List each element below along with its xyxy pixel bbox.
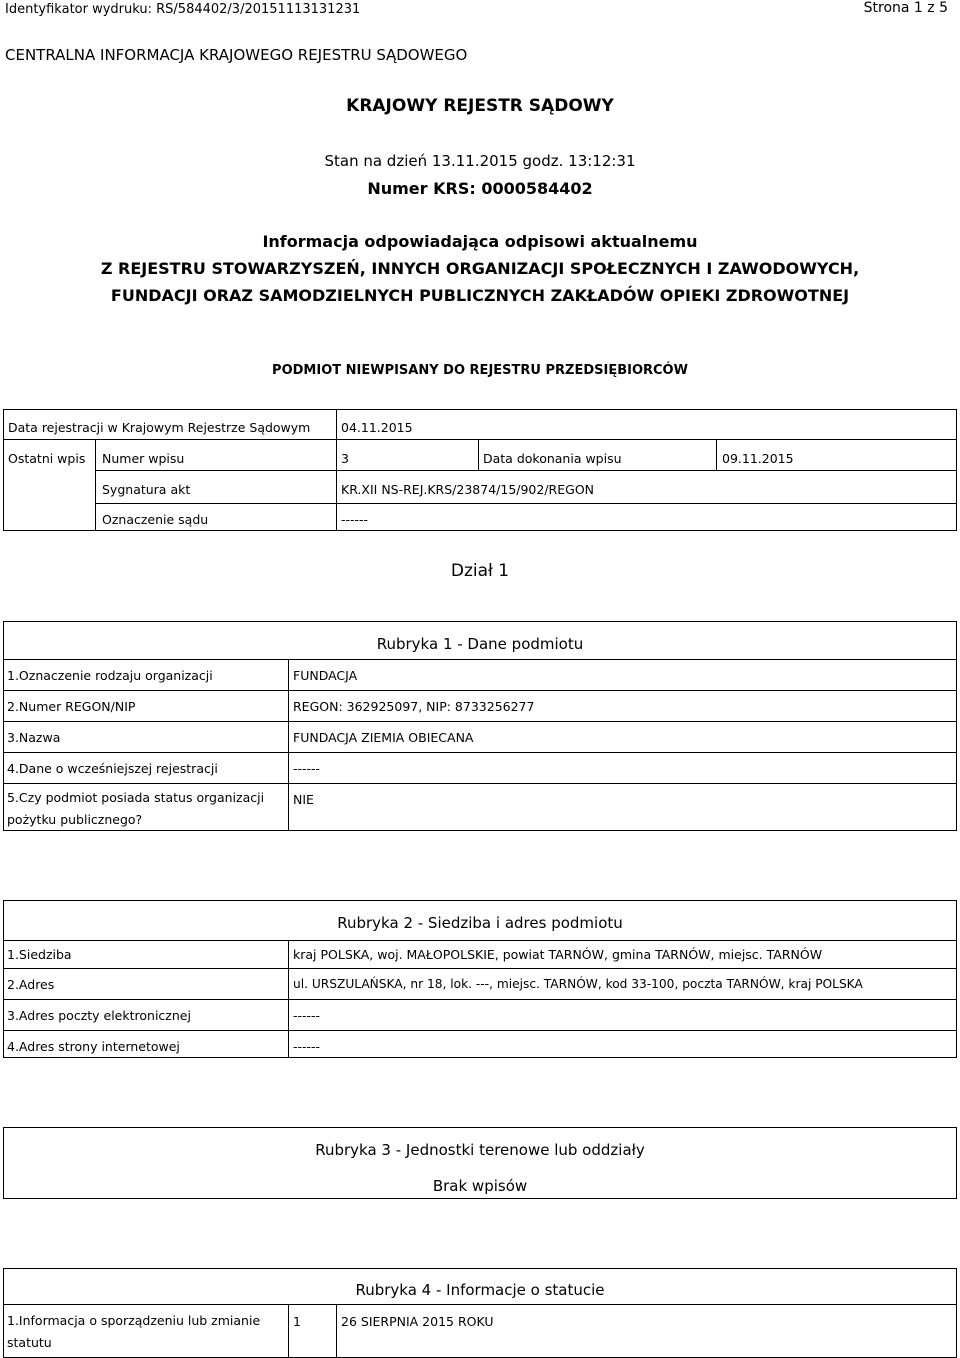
registry-title: KRAJOWY REJESTR SĄDOWY — [346, 96, 614, 116]
last-entry-label: Ostatni wpis — [8, 451, 86, 466]
r1-value-4: ------ — [293, 761, 321, 776]
registration-date-value: 04.11.2015 — [341, 420, 413, 435]
registration-date-label: Data rejestracji w Krajowym Rejestrze Sądowym — [8, 420, 311, 435]
entry-date-label: Data dokonania wpisu — [483, 451, 622, 466]
r1-label-5: 5.Czy podmiot posiada status organizacji pożytku publicznego? — [7, 790, 265, 827]
r1-value-3: FUNDACJA ZIEMIA OBIECANA — [293, 730, 474, 745]
r4-label-1: 1.Informacja o sporządzeniu lub zmianie statutu — [7, 1313, 261, 1350]
state-date: Stan na dzień 13.11.2015 godz. 13:12:31 — [324, 152, 636, 170]
r2-label-4: 4.Adres strony internetowej — [7, 1039, 180, 1054]
r4-value-1: 26 SIERPNIA 2015 ROKU — [341, 1314, 494, 1329]
info-line-3: FUNDACJI ORAZ SAMODZIELNYCH PUBLICZNYCH ZAKŁADÓW OPIEKI ZDROWOTNEJ — [110, 286, 850, 305]
r1-value-5: NIE — [293, 792, 314, 807]
r1-label-2: 2.Numer REGON/NIP — [7, 699, 136, 714]
r2-label-1: 1.Siedziba — [7, 947, 72, 962]
signature-label: Sygnatura akt — [102, 482, 191, 497]
rubryka-3-empty: Brak wpisów — [432, 1177, 528, 1195]
section-title: Dział 1 — [450, 561, 510, 581]
entry-number-value: 3 — [341, 451, 349, 466]
entity-status: PODMIOT NIEWPISANY DO REJESTRU PRZEDSIĘBIORCÓW — [272, 363, 688, 378]
r2-value-4: ------ — [293, 1039, 321, 1054]
info-line-1: Informacja odpowiadająca odpisowi aktualnemu — [262, 232, 698, 251]
rubryka-1-title: Rubryka 1 - Dane podmiotu — [376, 635, 584, 653]
entry-date-value: 09.11.2015 — [722, 451, 794, 466]
info-line-2: Z REJESTRU STOWARZYSZEŃ, INNYCH ORGANIZACJI SPOŁECZNYCH I ZAWODOWYCH, — [100, 259, 860, 278]
r4-index-1: 1 — [293, 1314, 301, 1329]
rubryka-4-title: Rubryka 4 - Informacje o statucie — [355, 1281, 605, 1299]
r1-label-4: 4.Dane o wcześniejszej rejestracji — [7, 761, 218, 776]
r2-label-3: 3.Adres poczty elektronicznej — [7, 1008, 191, 1023]
rubryka-3-title: Rubryka 3 - Jednostki terenowe lub oddziały — [315, 1141, 645, 1159]
r1-value-2: REGON: 362925097, NIP: 8733256277 — [293, 699, 535, 714]
r2-value-2: ul. URSZULAŃSKA, nr 18, lok. ---, miejsc. TARNÓW, kod 33-100, poczta TARNÓW, kraj POLSKA — [293, 977, 863, 991]
r1-label-1: 1.Oznaczenie rodzaju organizacji — [7, 668, 213, 683]
signature-value: KR.XII NS-REJ.KRS/23874/15/902/REGON — [341, 482, 595, 497]
r1-value-1: FUNDACJA — [293, 668, 358, 683]
page-number: Strona 1 z 5 — [863, 0, 948, 16]
court-value: ------ — [341, 512, 369, 527]
organization-name: CENTRALNA INFORMACJA KRAJOWEGO REJESTRU SĄDOWEGO — [5, 46, 468, 64]
r2-value-1: kraj POLSKA, woj. MAŁOPOLSKIE, powiat TARNÓW, gmina TARNÓW, miejsc. TARNÓW — [293, 947, 823, 962]
r1-label-3: 3.Nazwa — [7, 730, 61, 745]
rubryka-2-title: Rubryka 2 - Siedziba i adres podmiotu — [337, 914, 623, 932]
print-identifier: Identyfikator wydruku: RS/584402/3/20151113131231 — [5, 2, 361, 17]
r2-label-2: 2.Adres — [7, 977, 55, 992]
r2-value-3: ------ — [293, 1008, 321, 1023]
entry-number-label: Numer wpisu — [102, 451, 185, 466]
court-label: Oznaczenie sądu — [102, 512, 209, 527]
krs-number: Numer KRS: 0000584402 — [367, 179, 593, 198]
